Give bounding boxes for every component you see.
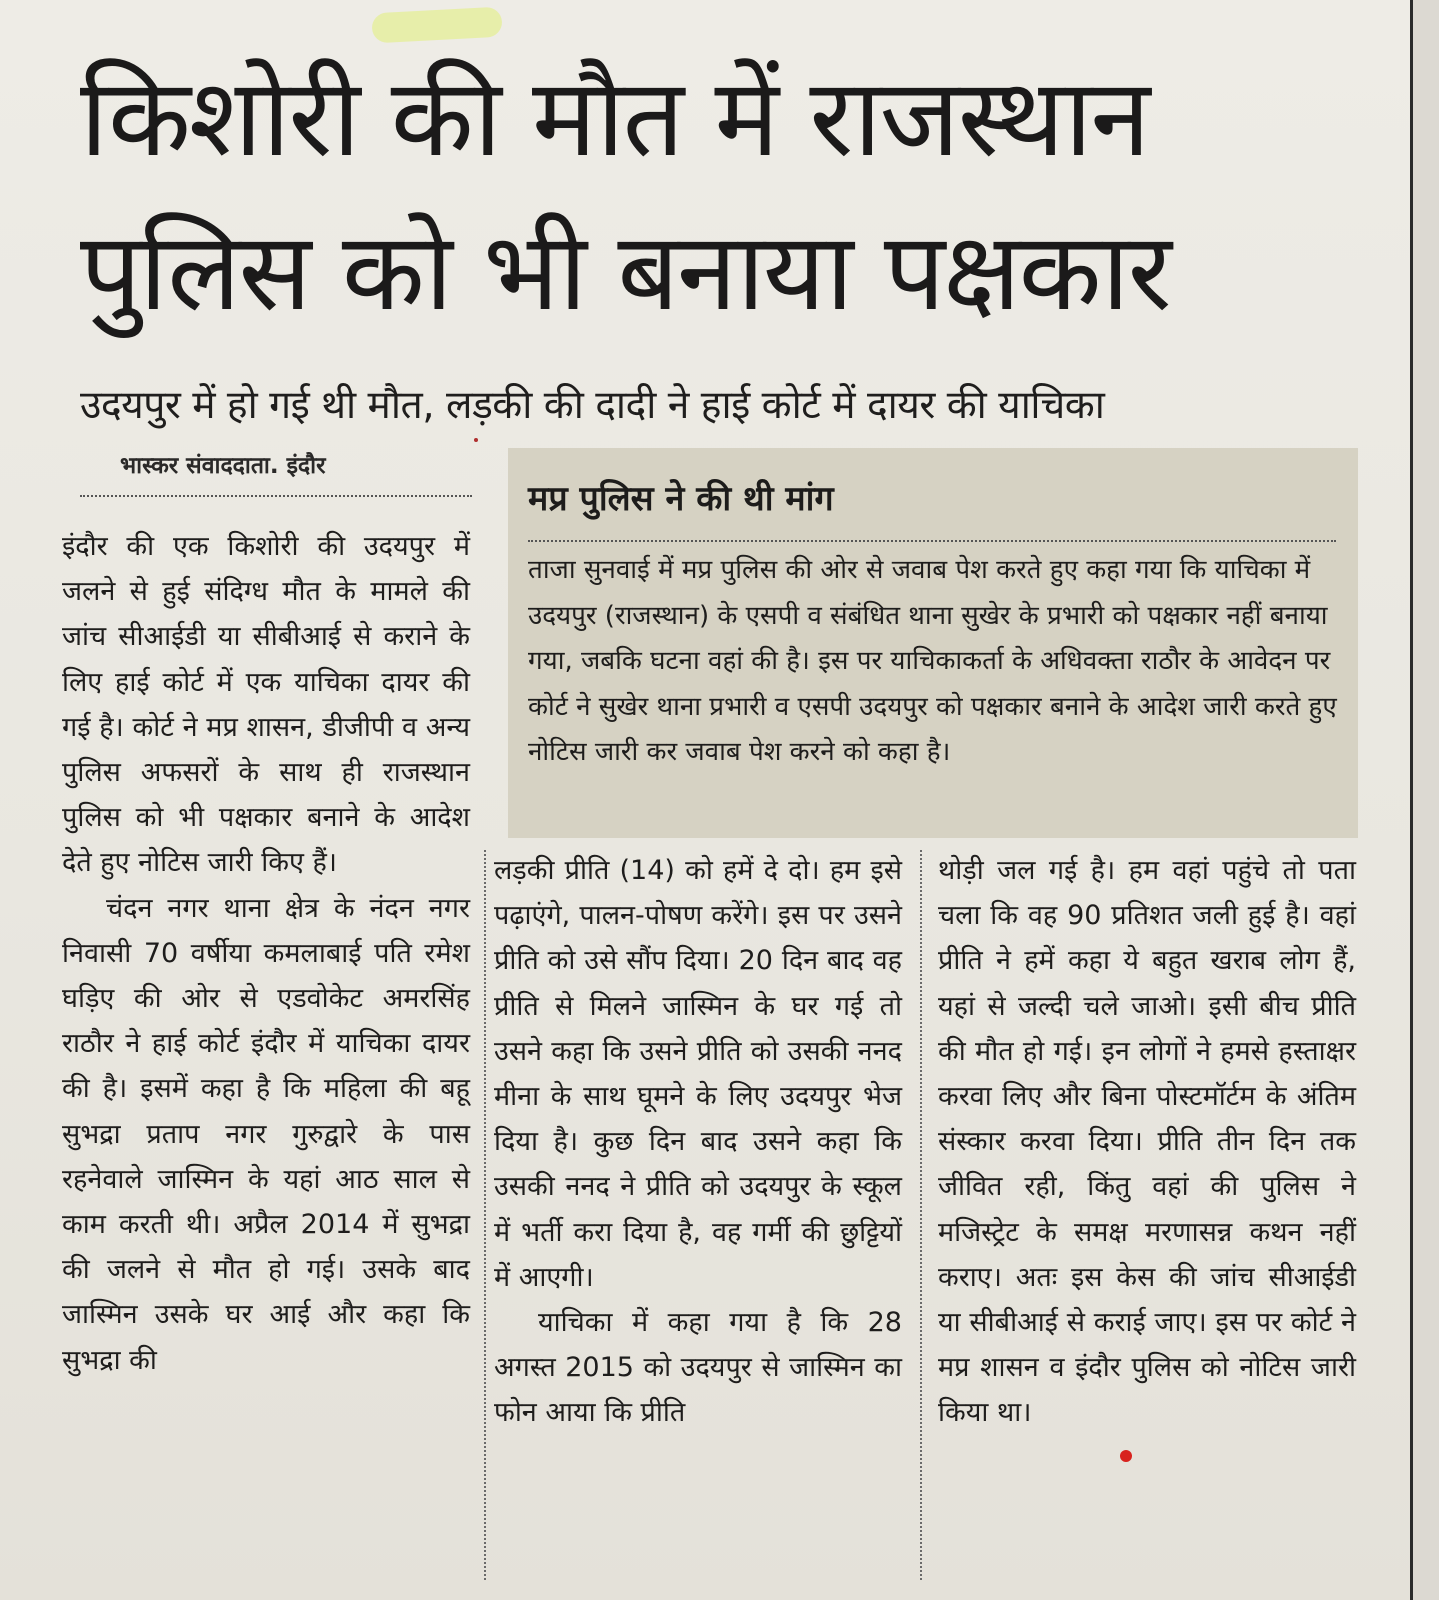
headline-line-2: पुलिस को भी बनाया पक्षकार [80, 210, 1170, 335]
article-column-1 [62, 524, 470, 1383]
headline [80, 42, 1400, 350]
article-column-2 [494, 848, 902, 1436]
sidebar-box-title: मप्र पुलिस ने की थी मांग [528, 479, 834, 519]
column-2-paragraph-1: लड़की प्रीति (14) को हमें दे दो। हम इसे पढ़ाएंगे, पालन-पोषण करेंगे। इस पर उसने प्रीति को उसे सौंप दिया। 20 दिन बाद वह प्रीति से मिलने जास्मिन के घर गई तो उसने कहा कि उसने प्रीति को उसकी ननद मीना के साथ घूमने के लिए उदयपुर भेज दिया है। कुछ दिन बाद उसने कहा कि उसकी ननद ने प्रीति को उदयपुर के स्कूल में भर्ती करा दिया है, वह गर्मी की छुट्टियों में आएगी। [494, 855, 902, 1293]
subheadline: उदयपुर में हो गई थी मौत, लड़की की दादी ने हाई कोर्ट में दायर की याचिका [80, 383, 1105, 428]
byline-divider [80, 495, 472, 497]
byline: भास्कर संवाददाता. इंदौर [120, 453, 326, 479]
column-divider-2 [920, 850, 922, 1580]
column-2-paragraph-2: याचिका में कहा गया है कि 28 अगस्त 2015 को उदयपुर से जास्मिन का फोन आया कि प्रीति [494, 1307, 902, 1429]
adjacent-page-strip [1413, 0, 1439, 1600]
red-ink-dot [1120, 1450, 1132, 1462]
column-divider-1 [484, 850, 486, 1580]
column-1-paragraph-1: इंदौर की एक किशोरी की उदयपुर में जलने से हुई संदिग्ध मौत के मामले की जांच सीआईडी या सीबीआई से कराने के लिए हाई कोर्ट में एक याचिका दायर की गई है। कोर्ट ने मप्र शासन, डीजीपी व अन्य पुलिस अफसरों के साथ ही राजस्थान पुलिस को भी पक्षकार बनाने के आदेश देते हुए नोटिस जारी किए हैं। [62, 531, 470, 879]
sidebar-box [508, 448, 1358, 838]
column-1-paragraph-2: चंदन नगर थाना क्षेत्र के नंदन नगर निवासी 70 वर्षीया कमलाबाई पति रमेश घड़िए की ओर से एडवोकेट अमरसिंह राठौर ने हाई कोर्ट इंदौर में याचिका दायर की है। इसमें कहा है कि महिला की बहू सुभद्रा प्रताप नगर गुरुद्वारे के पास रहनेवाले जास्मिन के यहां आठ साल से काम करती थी। अप्रैल 2014 में सुभद्रा की जलने से मौत हो गई। उसके बाद जास्मिन उसके घर आई और कहा कि सुभद्रा की [62, 892, 470, 1376]
headline-line-1: किशोरी की मौत में राजस्थान [80, 56, 1149, 181]
column-3-paragraph-1: थोड़ी जल गई है। हम वहां पहुंचे तो पता चला कि वह 90 प्रतिशत जली हुई है। वहां प्रीति ने हमें कहा ये बहुत खराब लोग हैं, यहां से जल्दी चले जाओ। इसी बीच प्रीति की मौत हो गई। इन लोगों ने हमसे हस्ताक्षर करवा लिए और बिना पोस्टमॉर्टम के अंतिम संस्कार करवा दिया। प्रीति तीन दिन तक जीवित रही, किंतु वहां की पुलिस ने मजिस्ट्रेट के समक्ष मरणासन्न कथन नहीं कराए। अतः इस केस की जांच सीआईडी या सीबीआई से कराई जाए। इस पर कोर्ट ने मप्र शासन व इंदौर पुलिस को नोटिस जारी किया था। [938, 855, 1356, 1429]
sidebar-box-divider [528, 540, 1336, 542]
ink-speck [474, 438, 478, 442]
sidebar-box-text: ताजा सुनवाई में मप्र पुलिस की ओर से जवाब पेश करते हुए कहा गया कि याचिका में उदयपुर (राजस्थान) के एसपी व संबंधित थाना सुखेर के प्रभारी को पक्षकार नहीं बनाया गया, जबकि घटना वहां की है। इस पर याचिकाकर्ता के अधिवक्ता राठौर के आवेदन पर कोर्ट ने सुखेर थाना प्रभारी व एसपी उदयपुर को पक्षकार बनाने के आदेश जारी करते हुए नोटिस जारी कर जवाब पेश करने को कहा है। [528, 555, 1337, 767]
article-column-3 [938, 848, 1356, 1436]
